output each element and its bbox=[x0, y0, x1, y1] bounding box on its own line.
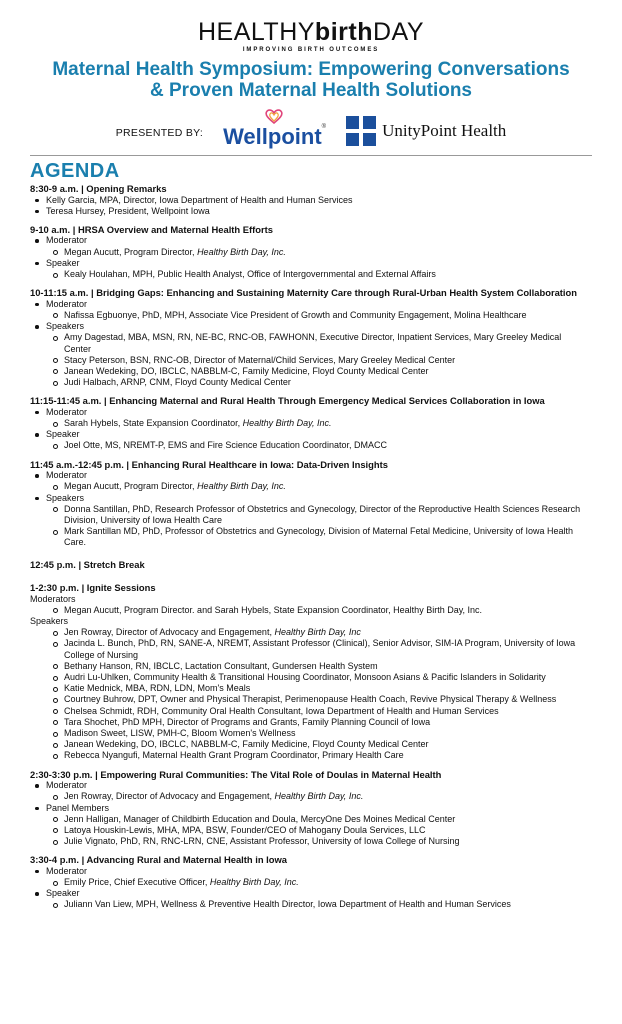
person-text: Courtney Buhrow, DPT, Owner and Physical Therapist, Perimenopause Health Coach, Revive Physical Therapy & Wellness bbox=[64, 694, 557, 705]
sub-list bbox=[46, 791, 622, 802]
person-text: Megan Aucutt, Program Director. and Sarah Hybels, State Expansion Coordinator, Healthy Birth Day, Inc. bbox=[64, 604, 483, 615]
person-text: Jen Rowray, Director of Advocacy and Engagement, bbox=[64, 627, 275, 638]
org-text: Healthy Birth Day, Inc. bbox=[242, 418, 332, 429]
session-title: 1-2:30 p.m. | Ignite Sessions bbox=[30, 582, 156, 594]
list-item bbox=[64, 661, 622, 672]
list-item bbox=[64, 877, 622, 888]
session-title: 11:45 a.m.-12:45 p.m. | Enhancing Rural Healthcare in Iowa: Data-Driven Insights bbox=[30, 458, 388, 470]
person-text: Rebecca Nyangufi, Maternal Health Grant Program Coordinator, Primary Health Care bbox=[64, 750, 404, 761]
list-item bbox=[64, 440, 622, 451]
presented-by-label: PRESENTED BY: bbox=[115, 127, 204, 139]
sub-list bbox=[46, 418, 622, 429]
list-item bbox=[64, 706, 622, 717]
sub-list bbox=[46, 481, 622, 492]
sub-list bbox=[46, 440, 622, 451]
wellpoint-name: Wellpoint bbox=[223, 124, 322, 149]
list-item bbox=[46, 321, 622, 388]
agenda-session bbox=[30, 287, 622, 388]
person-text: Megan Aucutt, Program Director, bbox=[64, 481, 198, 492]
list-item bbox=[64, 605, 622, 616]
list-item bbox=[64, 672, 622, 683]
person-text: Katie Mednick, MBA, RDN, LDN, Mom's Meals bbox=[64, 683, 251, 694]
speaker-label: Speaker bbox=[46, 888, 80, 899]
title-line-1: Maternal Health Symposium: Empowering Conversations bbox=[52, 59, 570, 80]
list-item bbox=[64, 377, 622, 388]
list-item bbox=[46, 258, 622, 280]
list-item bbox=[46, 803, 622, 848]
sub-list bbox=[46, 504, 622, 549]
org-text: Healthy Birth Day, Inc. bbox=[274, 791, 364, 802]
list-item bbox=[46, 407, 622, 429]
agenda-session bbox=[30, 459, 622, 549]
header-divider bbox=[30, 155, 592, 156]
person-text: Chelsea Schmidt, RDH, Community Oral Health Consultant, Iowa Department of Health and Human Services bbox=[64, 705, 499, 716]
person-text: Jen Rowray, Director of Advocacy and Engagement, bbox=[64, 791, 275, 802]
person-text: Bethany Hanson, RN, IBCLC, Lactation Consultant, Gundersen Health System bbox=[64, 660, 378, 671]
list-item bbox=[64, 418, 622, 429]
speakers-label: Speakers bbox=[46, 492, 85, 503]
unitypoint-logo bbox=[346, 116, 506, 146]
wellpoint-heart-icon bbox=[265, 108, 283, 124]
agenda-session bbox=[30, 582, 622, 762]
healthy-birth-day-logo bbox=[198, 20, 424, 44]
list-item bbox=[64, 739, 622, 750]
person-text: Jenn Halligan, Manager of Childbirth Education and Doula, MercyOne Des Moines Medical Center bbox=[64, 813, 456, 824]
sub-list bbox=[46, 269, 622, 280]
logo-day: DAY bbox=[372, 18, 425, 46]
sponsors-row bbox=[0, 109, 622, 153]
person-text: Donna Santillan, PhD, Research Professor of Obstetrics and Gynecology, Director of the Reproductive Health Sciences Research Division, University of Iowa Health Care bbox=[64, 503, 581, 525]
list-item bbox=[64, 899, 622, 910]
session-title: 11:15-11:45 a.m. | Enhancing Maternal and Rural Health Through Emergency Medical Services Collaboration in Iowa bbox=[30, 395, 545, 407]
title-line-2: & Proven Maternal Health Solutions bbox=[150, 80, 472, 101]
person-text: Kealy Houlahan, MPH, Public Health Analyst, Office of Intergovernmental and External Affairs bbox=[64, 269, 436, 280]
list-item bbox=[46, 493, 622, 549]
list-item bbox=[64, 638, 622, 660]
session-list bbox=[30, 407, 622, 452]
list-item bbox=[46, 429, 622, 451]
moderator-label: Moderator bbox=[46, 780, 88, 791]
person-text: Mark Santillan MD, PhD, Professor of Obstetrics and Gynecology, Division of Maternal Fetal Medicine, University of Iowa Health Care. bbox=[64, 526, 574, 548]
sub-list bbox=[46, 310, 622, 321]
logo-tagline: IMPROVING BIRTH OUTCOMES bbox=[242, 47, 380, 53]
person-text: Audri Lu-Uhlken, Community Health & Transitional Housing Coordinator, Monsoon Asians & Pacific Islanders in Solidarity bbox=[64, 672, 546, 682]
moderators-label: Moderators bbox=[30, 593, 76, 604]
person-text: Judi Halbach, ARNP, CNM, Floyd County Medical Center bbox=[64, 377, 291, 388]
wellpoint-logo bbox=[223, 112, 326, 150]
person-text: Janean Wedeking, DO, IBCLC, NABBLM-C, Family Medicine, Floyd County Medical Center bbox=[64, 739, 429, 750]
list-item bbox=[64, 355, 622, 366]
list-item bbox=[64, 332, 622, 354]
session-title: 8:30-9 a.m. | Opening Remarks bbox=[30, 183, 167, 194]
person-text: Stacy Peterson, BSN, RNC-OB, Director of Maternal/Child Services, Mary Greeley Medical Center bbox=[64, 354, 456, 365]
unitypoint-name: UnityPoint Health bbox=[382, 121, 507, 140]
list-item bbox=[46, 299, 622, 321]
unitypoint-cross-icon bbox=[346, 116, 376, 146]
person-text: Janean Wedeking, DO, IBCLC, NABBLM-C, Family Medicine, Floyd County Medical Center bbox=[64, 365, 429, 376]
session-list bbox=[30, 470, 622, 548]
header-logo bbox=[0, 0, 622, 53]
agenda-session bbox=[30, 224, 622, 280]
list-item bbox=[64, 825, 622, 836]
agenda-session bbox=[30, 769, 622, 848]
session-list bbox=[30, 299, 622, 389]
agenda-session bbox=[30, 395, 622, 451]
list-item bbox=[64, 310, 622, 321]
list-item bbox=[64, 481, 622, 492]
session-title: 9-10 a.m. | HRSA Overview and Maternal Health Efforts bbox=[30, 223, 273, 235]
person-text: Latoya Houskin-Lewis, MHA, MPA, BSW, Founder/CEO of Mahogany Doula Services, LLC bbox=[64, 824, 426, 835]
person-text: Nafissa Egbuonye, PhD, MPH, Associate Vice President of Growth and Community Engagement, Molina Healthcare bbox=[64, 309, 527, 320]
org-text: Healthy Birth Day, Inc bbox=[274, 627, 361, 638]
person-text: Sarah Hybels, State Expansion Coordinator, bbox=[64, 418, 243, 429]
list-item bbox=[46, 866, 622, 888]
sub-list bbox=[46, 814, 622, 848]
session-title: 3:30-4 p.m. | Advancing Rural and Maternal Health in Iowa bbox=[30, 854, 288, 866]
list-item bbox=[64, 683, 622, 694]
session-list bbox=[30, 866, 622, 911]
sub-list bbox=[30, 605, 622, 616]
list-item bbox=[46, 780, 622, 802]
page-title bbox=[14, 59, 608, 101]
session-list bbox=[30, 780, 622, 847]
sub-list bbox=[30, 627, 622, 761]
person-text: Emily Price, Chief Executive Officer, bbox=[64, 877, 210, 888]
list-item bbox=[64, 504, 622, 526]
moderator-label: Moderator bbox=[46, 470, 88, 481]
list-item bbox=[64, 717, 622, 728]
trademark-icon: ® bbox=[321, 124, 327, 130]
panel-label: Panel Members bbox=[46, 802, 110, 813]
list-item bbox=[64, 836, 622, 847]
session-title: 2:30-3:30 p.m. | Empowering Rural Communities: The Vital Role of Doulas in Maternal Health bbox=[30, 768, 442, 780]
list-item bbox=[64, 728, 622, 739]
org-text: Healthy Birth Day, Inc. bbox=[197, 481, 286, 492]
person-text: Megan Aucutt, Program Director, bbox=[64, 246, 198, 257]
list-item bbox=[64, 750, 622, 761]
list-item bbox=[64, 526, 622, 548]
org-text: Healthy Birth Day, Inc. bbox=[209, 877, 299, 888]
person-text: Madison Sweet, LISW, PMH-C, Bloom Women's Wellness bbox=[64, 728, 296, 739]
sub-list bbox=[46, 332, 622, 388]
list-item bbox=[64, 247, 622, 258]
list-item bbox=[46, 206, 622, 217]
session-title: 12:45 p.m. | Stretch Break bbox=[30, 558, 145, 570]
list-item bbox=[64, 366, 622, 377]
list-item bbox=[64, 814, 622, 825]
sub-list bbox=[46, 247, 622, 258]
agenda-section bbox=[0, 160, 622, 911]
agenda-session bbox=[30, 183, 622, 217]
logo-healthy: HEALTHY bbox=[197, 18, 315, 46]
list-item-text: Kelly Garcia, MPA, Director, Iowa Department of Health and Human Services bbox=[46, 194, 353, 205]
agenda-heading: AGENDA bbox=[30, 160, 120, 182]
person-text: Joel Otte, MS, NREMT-P, EMS and Fire Science Education Coordinator, DMACC bbox=[64, 440, 387, 451]
agenda-session bbox=[30, 559, 622, 571]
moderator-label: Moderator bbox=[46, 865, 88, 876]
logo-birth: birth bbox=[314, 18, 373, 46]
list-item bbox=[64, 694, 622, 705]
speaker-label: Speaker bbox=[46, 257, 80, 268]
list-item bbox=[64, 269, 622, 280]
moderator-label: Moderator bbox=[46, 298, 88, 309]
speakers-label: Speakers bbox=[46, 321, 85, 332]
sub-list bbox=[46, 877, 622, 888]
org-text: Healthy Birth Day, Inc. bbox=[197, 246, 286, 257]
person-text: Amy Dagestad, MBA, MSN, RN, NE-BC, RNC-OB, FAWHONN, Executive Director, Inpatient Services, Mary Greeley Medical Center bbox=[64, 332, 562, 354]
agenda-session bbox=[30, 854, 622, 910]
speakers-label: Speakers bbox=[30, 615, 69, 626]
session-title: 10-11:15 a.m. | Bridging Gaps: Enhancing and Sustaining Maternity Care through Rural-Urban Health System Collaboration bbox=[30, 287, 577, 299]
list-item bbox=[46, 470, 622, 492]
list-item bbox=[46, 195, 622, 206]
list-item bbox=[64, 627, 622, 638]
person-text: Juliann Van Liew, MPH, Wellness & Preventive Health Director, Iowa Department of Health and Human Services bbox=[64, 899, 511, 910]
person-text: Tara Shochet, PhD MPH, Director of Programs and Grants, Family Planning Council of Iowa bbox=[64, 716, 431, 727]
session-list bbox=[30, 235, 622, 280]
session-list bbox=[30, 195, 622, 217]
moderator-label: Moderator bbox=[46, 235, 88, 246]
list-item bbox=[46, 235, 622, 257]
person-text: Jacinda L. Bunch, PhD, RN, SANE-A, NREMT, Assistant Professor (Clinical), Senior Advisor, SIM-IA Program, University of Iowa College of Nursing bbox=[64, 638, 576, 660]
person-text: Julie Vignato, PhD, RN, RNC-LRN, CNE, Assistant Professor, University of Iowa College of Nursing bbox=[64, 836, 460, 847]
sub-list bbox=[46, 899, 622, 910]
moderator-label: Moderator bbox=[46, 406, 88, 417]
list-item bbox=[46, 888, 622, 910]
list-item bbox=[64, 791, 622, 802]
speaker-label: Speaker bbox=[46, 429, 80, 440]
list-item-text: Teresa Hursey, President, Wellpoint Iowa bbox=[46, 205, 210, 216]
